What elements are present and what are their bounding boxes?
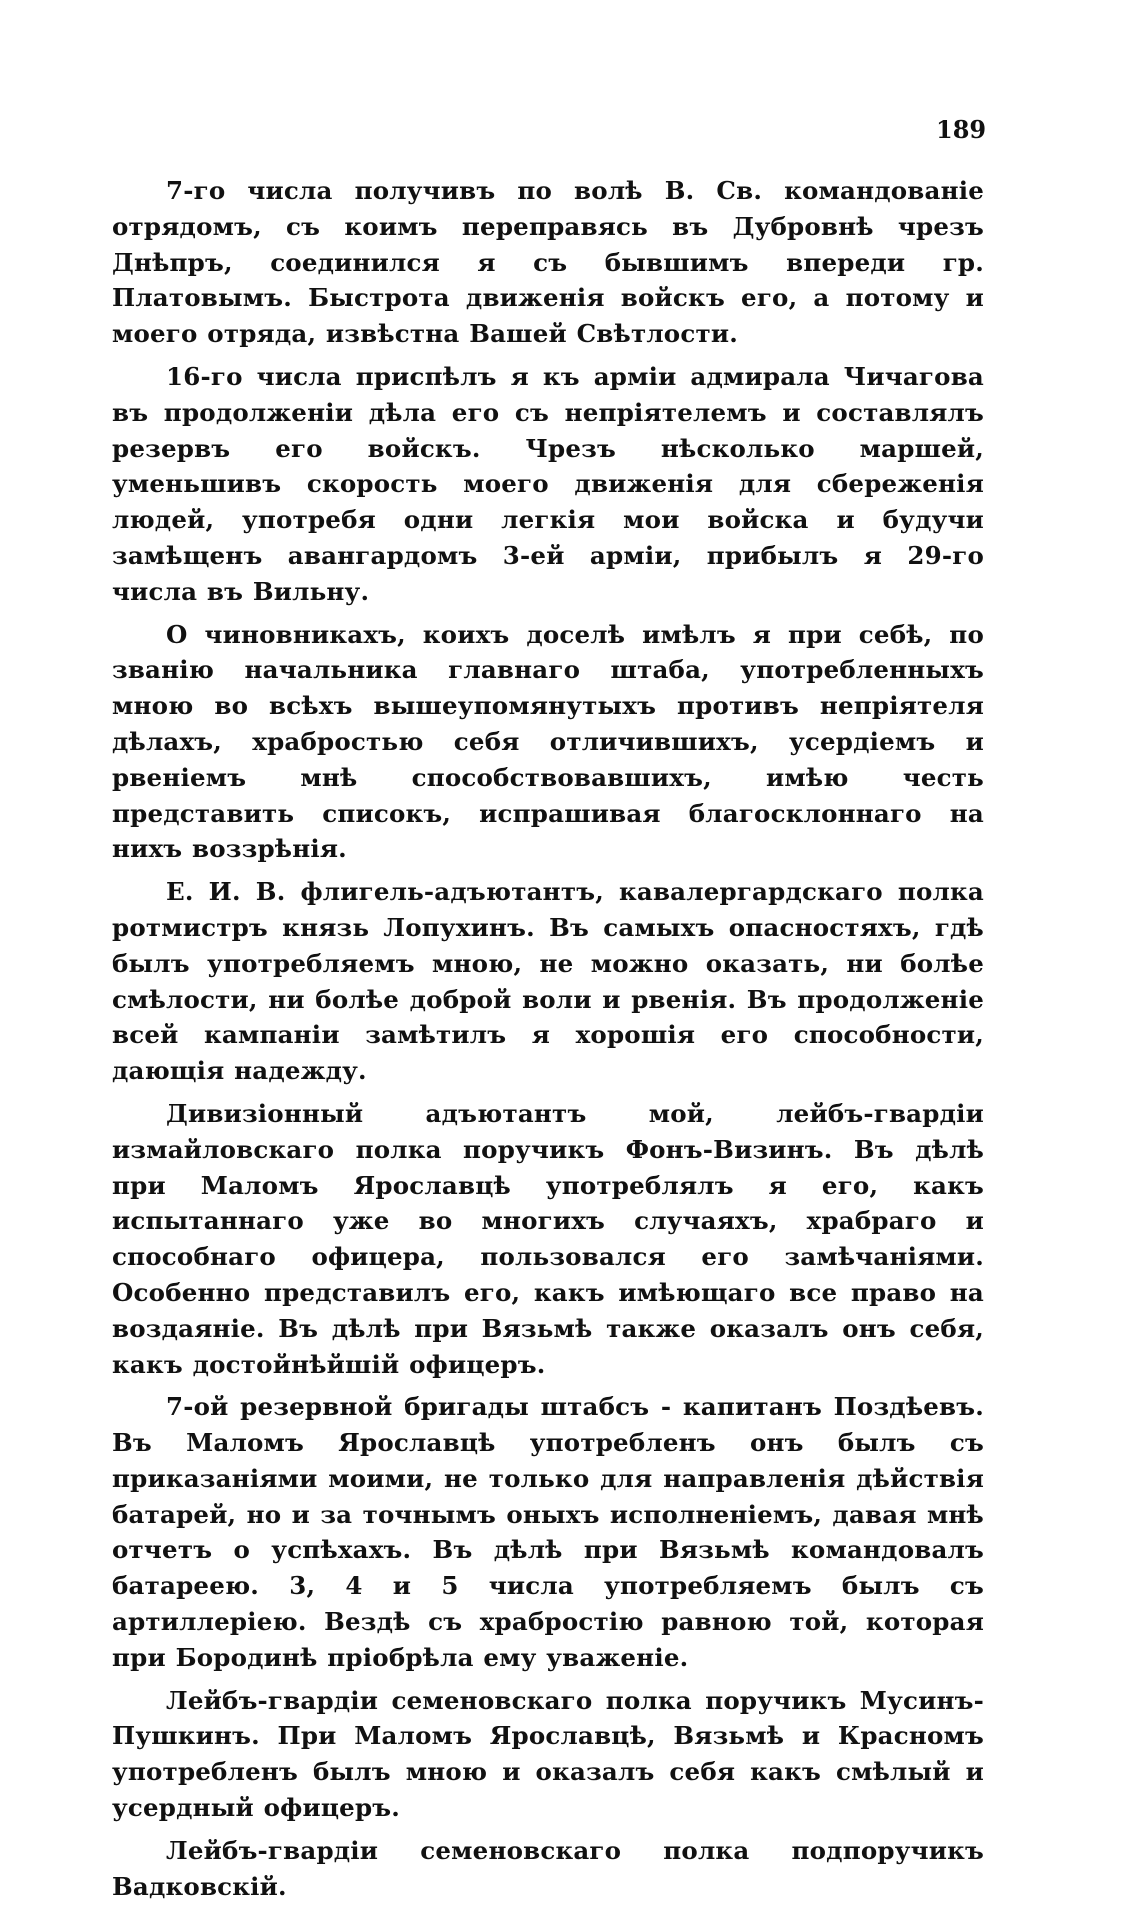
body-text [112,173,984,1911]
paragraph: 7-го числа получивъ по волѣ В. Св. командованіе отрядомъ, съ коимъ переправясь въ Дубровнѣ чрезъ Днѣпръ, соединился я съ бывшимъ впереди гр. Платовымъ. Быстрота движенія войскъ его, а потому и моего отряда, извѣстна Вашей Свѣтлости. [112,176,984,349]
paragraph: 7-ой резервной бригады штабсъ - капитанъ Поздѣевъ. Въ Маломъ Ярославцѣ употребленъ онъ былъ съ приказаніями моими, не только для направленія дѣйствія батарей, но и за точнымъ оныхъ исполненіемъ, давая мнѣ отчетъ о успѣхахъ. Въ дѣлѣ при Вязьмѣ командовалъ батареею. 3, 4 и 5 числа употребляемъ былъ съ артиллеріею. Вездѣ съ храбростію равною той, которая при Бородинѣ пріобрѣла ему уваженіе. [112,1392,984,1672]
paragraph: Е. И. В. флигель-адъютантъ, кавалергардскаго полка ротмистръ князь Лопухинъ. Въ самыхъ опасностяхъ, гдѣ былъ употребляемъ мною, не можно оказать, ни болѣе смѣлости, ни болѣе доброй воли и рвенія. Въ продолженіе всей кампаніи замѣтилъ я хорошія его способности, дающія надежду. [112,877,984,1086]
paragraph: О чиновникахъ, коихъ доселѣ имѣлъ я при себѣ, по званію начальника главнаго штаба, употребленныхъ мною во всѣхъ вышеупомянутыхъ противъ непріятеля дѣлахъ, храбростью себя отличившихъ, усердіемъ и рвеніемъ мнѣ способствовавшихъ, имѣю честь представить списокъ, испрашивая благосклоннаго на нихъ воззрѣнія. [112,619,984,864]
page-number: 189 [936,115,987,144]
paragraph: 16-го числа приспѣлъ я къ арміи адмирала Чичагова въ продолженіи дѣла его съ непріятелемъ и составлялъ резервъ его войскъ. Чрезъ нѣсколько маршей, уменьшивъ скорость моего движенія для сбереженія людей, употребя одни легкія мои войска и будучи замѣщенъ авангардомъ 3-ей арміи, прибылъ я 29-го числа въ Вильну. [112,361,984,606]
paragraph: Дивизіонный адъютантъ мой, лейбъ-гвардіи измайловскаго полка поручикъ Фонъ-Визинъ. Въ дѣлѣ при Маломъ Ярославцѣ употреблялъ я его, какъ испытаннаго уже во многихъ случаяхъ, храбраго и способнаго офицера, пользовался его замѣчаніями. Особенно представилъ его, какъ имѣющаго все право на воздаяніе. Въ дѣлѣ при Вязьмѣ также оказалъ онъ себя, какъ достойнѣйшій офицеръ. [112,1098,984,1379]
paragraph: Лейбъ-гвардіи семеновскаго полка поручикъ Мусинъ-Пушкинъ. При Маломъ Ярославцѣ, Вязьмѣ и Красномъ употребленъ былъ мною и оказалъ себя какъ смѣлый и усердный офицеръ. [112,1685,984,1823]
paragraph: Лейбъ-гвардіи семеновскаго полка подпоручикъ Вадковскій. [112,1835,984,1901]
